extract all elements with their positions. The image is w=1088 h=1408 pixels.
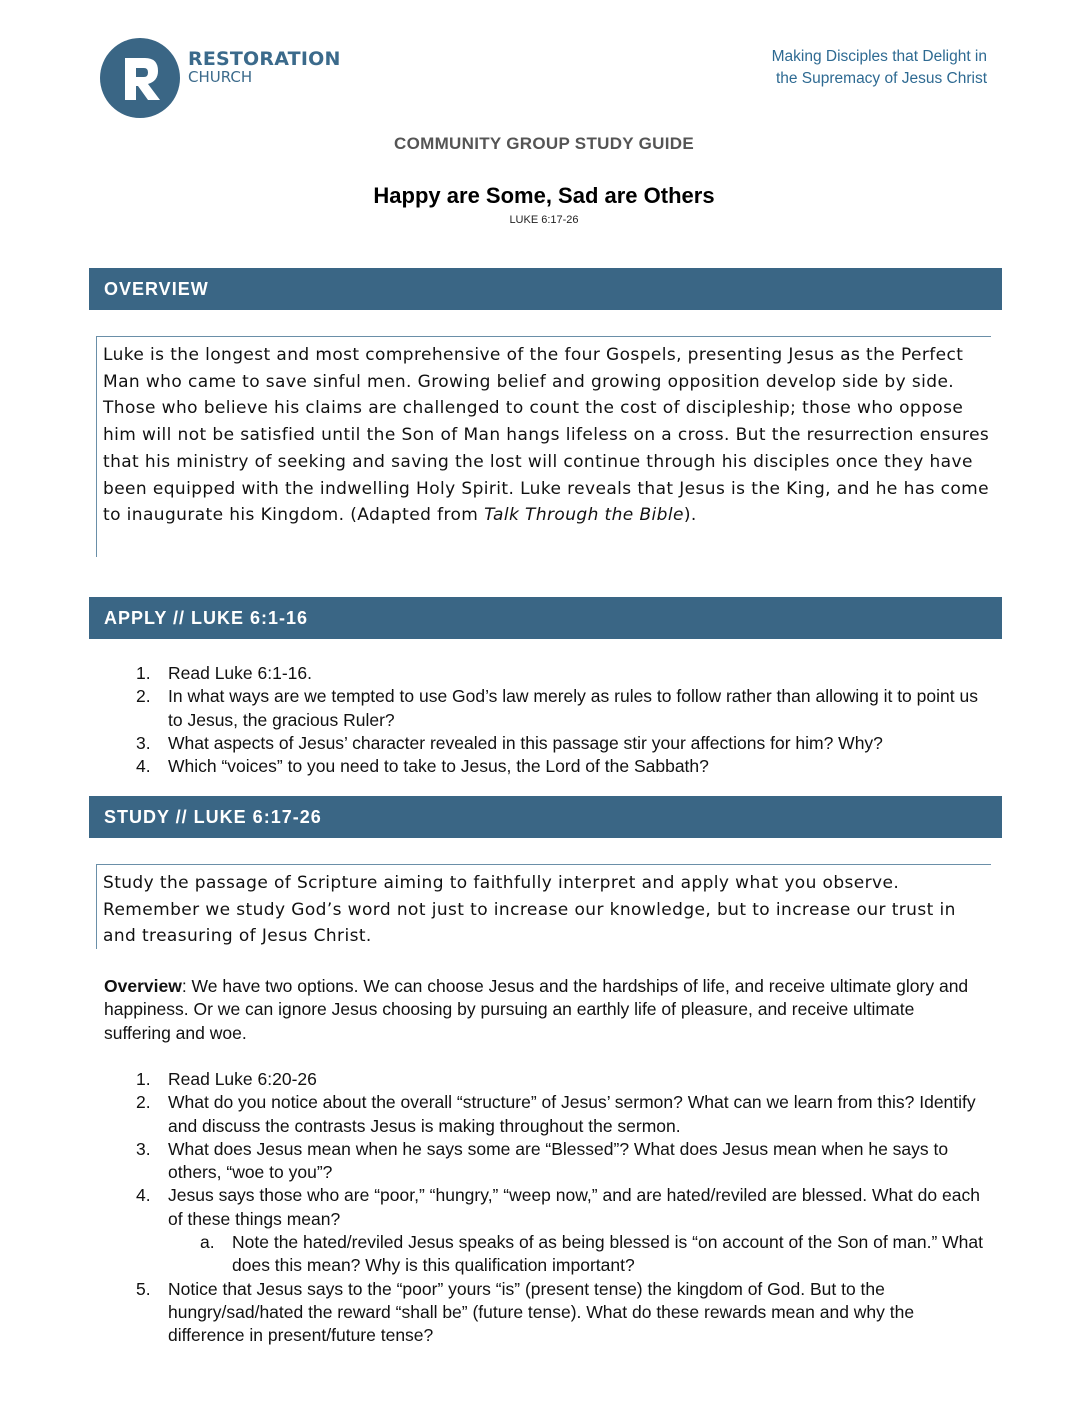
study-heading: STUDY // LUKE 6:17-26 — [89, 796, 1002, 838]
logo-name-line2: CHURCH — [188, 68, 253, 86]
list-item: 2. In what ways are we tempted to use God’s law merely as rules to follow rather than allowing it to point us to Jesus, the gracious Ruler? — [136, 686, 978, 730]
page-title: Happy are Some, Sad are Others — [373, 183, 715, 208]
tagline — [772, 46, 987, 90]
list-item: 3. What does Jesus mean when he says some are “Blessed”? What does Jesus mean when he says to others, “woe to you”? — [136, 1138, 949, 1183]
overview-heading: OVERVIEW — [89, 268, 1002, 310]
logo-name-line1: RESTORATION — [188, 48, 341, 70]
study-overview-label: Overview — [104, 976, 182, 996]
list-item: 5. Notice that Jesus says to the “poor” yours “is” (present tense) the kingdom of God. But to the hungry/sad/hated the reward “shall be” (future tense). What do these rewards mean and why the difference in present/future tense? — [136, 1278, 915, 1346]
list-item: 1. Read Luke 6:1-16. — [136, 663, 312, 683]
overview-callout — [96, 336, 991, 557]
list-item: 4. Which “voices” to you need to take to Jesus, the Lord of the Sabbath? — [136, 756, 709, 777]
restoration-church-logo — [100, 38, 180, 118]
apply-question-list — [104, 662, 984, 778]
list-item: 4. Jesus says those who are “poor,” “hungry,” “weep now,” and are hated/reviled are blessed. What do each of these things mean? a. Note the hated/reviled Jesus speaks of as being blessed is “on account of the Son of man.” What does this mean? Why is this qualification important? — [104, 1184, 984, 1277]
list-item: 2. What do you notice about the overall “structure” of Jesus’ sermon? What can we learn from this? Identify and discuss the contrasts Jesus is making throughout the sermon. — [136, 1092, 976, 1136]
study-question-list — [104, 1068, 984, 1348]
tagline-line1: Making Disciples that Delight in — [771, 48, 987, 65]
sub-question-list — [168, 1231, 984, 1278]
overview-text: Luke is the longest and most comprehensive of the four Gospels, presenting Jesus as the Perfect Man who came to save sinful men. Growing belief and growing opposition develop side by side. Those who believe his claims are challenged to count the cost of discipleship; those who oppose him will not be satisfied until the Son of Man hangs lifeless on a cross. But the resurrection ensures that his ministry of seeking and saving the lost will continue through his disciples once they have been equipped with the indwelling Holy Spirit. Luke reveals that Jesus is the King, and he has come to inaugurate his Kingdom. (Adapted from Talk Through the Bible). — [103, 345, 990, 526]
source-title: Talk Through the Bible — [484, 505, 684, 526]
guide-title: COMMUNITY GROUP STUDY GUIDE — [394, 134, 694, 153]
apply-heading: APPLY // LUKE 6:1-16 — [89, 597, 1002, 639]
tagline-line2: the Supremacy of Jesus Christ — [775, 70, 987, 87]
study-intro-text: Study the passage of Scripture aiming to faithfully interpret and apply what you observe. Remember we study God’s word not just to increase our knowledge, but to increase our trust in and treasuring of Jesus Christ. — [103, 873, 956, 947]
study-overview-paragraph: Overview: We have two options. We can choose Jesus and the hardships of life, and receive ultimate glory and happiness. Or we can ignore Jesus choosing by pursuing an earthly life of pleasure, and receive ultimate suffering and woe. — [104, 976, 969, 1043]
logo-wordmark — [188, 50, 341, 85]
study-callout — [96, 864, 991, 949]
scripture-reference: LUKE 6:17-26 — [509, 214, 579, 226]
list-item: 3. What aspects of Jesus’ character revealed in this passage stir your affections for him? Why? — [136, 732, 883, 753]
list-item: 1. Read Luke 6:20-26 — [136, 1069, 317, 1089]
list-item: a. Note the hated/reviled Jesus speaks of as being blessed is “on account of the Son of man.” What does this mean? Why is this qualification important? — [200, 1232, 983, 1276]
